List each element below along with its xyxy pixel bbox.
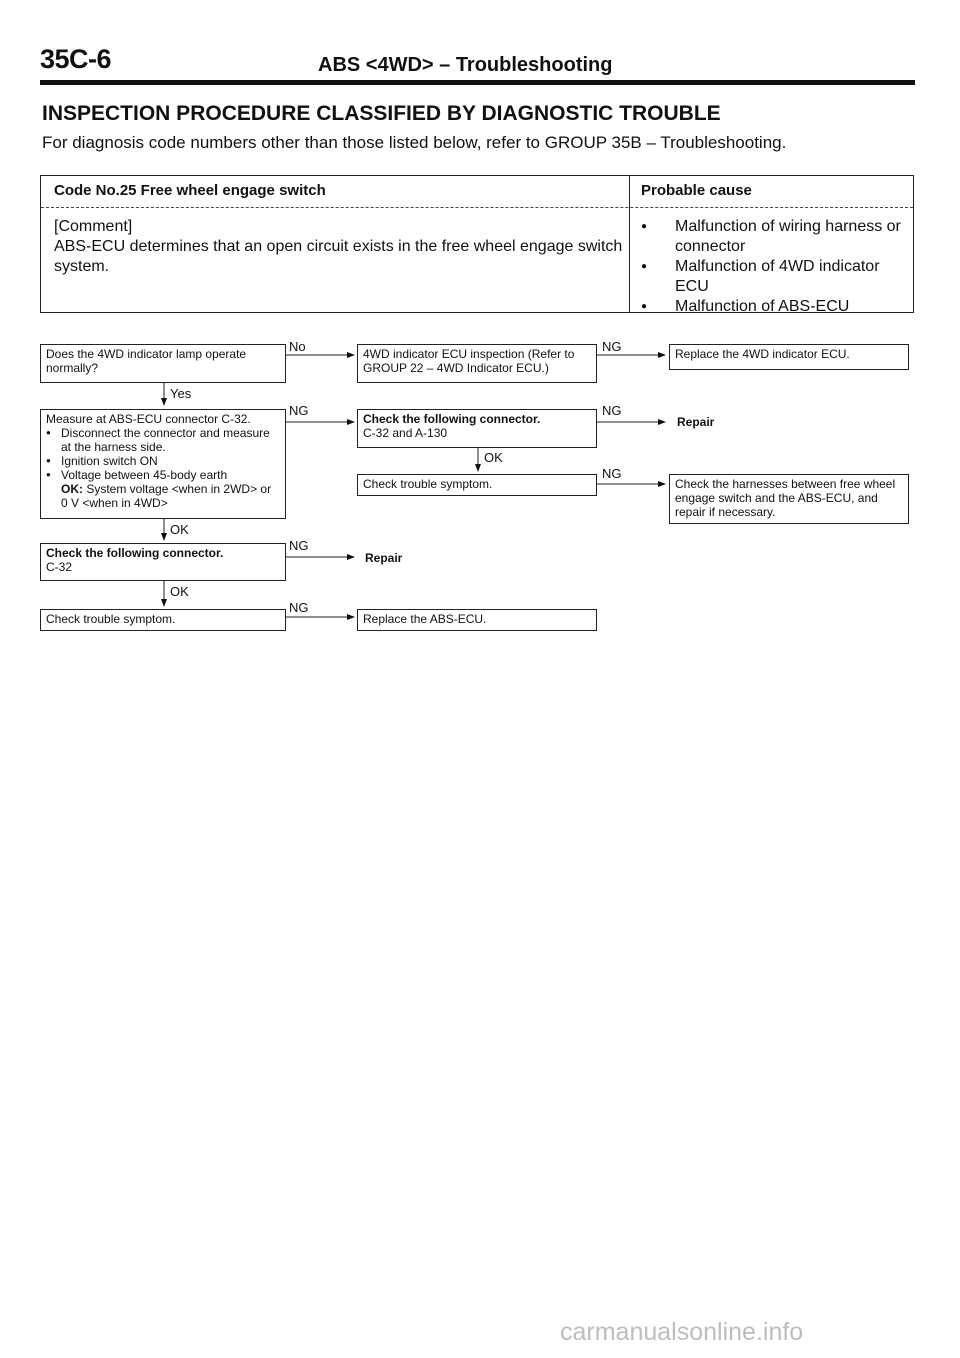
section-title: INSPECTION PROCEDURE CLASSIFIED BY DIAGNOSTIC TROUBLE	[42, 102, 721, 125]
page-header-title: ABS <4WD> – Troubleshooting	[318, 54, 613, 76]
conn-a-ng-label: NG	[602, 403, 622, 418]
section-intro: For diagnosis code numbers other than those listed below, refer to GROUP 35B – Troubleshooting.	[42, 133, 787, 152]
site-watermark: carmanualsonline.info	[560, 1318, 804, 1346]
replace-abs-ecu-box	[357, 609, 597, 631]
symptom-1-box	[357, 474, 597, 496]
q1-no-label: No	[289, 339, 306, 354]
repair-label-2: Repair	[365, 551, 403, 565]
symptom-2-box	[40, 609, 286, 631]
check-connector-a-box	[357, 409, 597, 448]
cause-item: ● Malfunction of wiring harness or connector	[641, 217, 909, 257]
probable-cause-header: Probable cause	[641, 182, 752, 199]
check-connector-b-detail: C-32	[46, 560, 73, 574]
comment-label: [Comment]	[54, 218, 133, 235]
measure-box	[40, 409, 286, 519]
check-harness-text: Check the harnesses between free wheel engage switch and the ABS-ECU, and repair if necessary.	[675, 477, 896, 519]
check-connector-a-title: Check the following connector.	[363, 412, 541, 426]
comment-text: ABS-ECU determines that an open circuit exists in the free wheel engage switch system.	[54, 238, 623, 275]
check-harness-box	[669, 474, 909, 524]
measure-ok-arrow-label: OK	[170, 522, 189, 537]
repair-label-1: Repair	[677, 415, 715, 429]
measure-item: ● Voltage between 45-body earth	[46, 468, 280, 482]
measure-title: Measure at ABS-ECU connector C-32.	[46, 412, 251, 426]
page-number: 35C-6	[40, 44, 112, 74]
ecu-inspection-text: 4WD indicator ECU inspection (Refer to GROUP 22 – 4WD Indicator ECU.)	[363, 347, 575, 375]
conn-a-ok-label: OK	[484, 450, 503, 465]
measure-ok-text: System voltage <when in 2WD> or 0 V <when in 4WD>	[61, 482, 272, 510]
replace-indicator-ecu-box	[669, 344, 909, 370]
check-connector-a-detail: C-32 and A-130	[363, 426, 448, 440]
q1-text: Does the 4WD indicator lamp operate normally?	[46, 347, 247, 375]
q1-yes-label: Yes	[170, 386, 192, 401]
measure-list	[46, 426, 280, 482]
symptom-2-text: Check trouble symptom.	[46, 612, 176, 626]
symptom-1-ng-label: NG	[602, 466, 622, 481]
measure-ok-label: OK:	[61, 482, 83, 496]
symptom-2-ng-label: NG	[289, 600, 309, 615]
conn-b-ng-label: NG	[289, 538, 309, 553]
ecu-inspection-box	[357, 344, 597, 383]
q1-box	[40, 344, 286, 383]
code-header: Code No.25 Free wheel engage switch	[54, 182, 326, 199]
ecu-ng-label: NG	[602, 339, 622, 354]
replace-indicator-ecu-text: Replace the 4WD indicator ECU.	[675, 347, 850, 361]
measure-item: ● Ignition switch ON	[46, 454, 280, 468]
check-connector-b-title: Check the following connector.	[46, 546, 224, 560]
measure-ng-label: NG	[289, 403, 309, 418]
measure-item: ● Disconnect the connector and measure at the harness side.	[46, 426, 280, 454]
cause-item: ● Malfunction of ABS-ECU	[641, 297, 909, 317]
measure-ok-line	[46, 482, 280, 510]
symptom-1-text: Check trouble symptom.	[363, 477, 493, 491]
replace-abs-ecu-text: Replace the ABS-ECU.	[363, 612, 487, 626]
check-connector-b-box	[40, 543, 286, 581]
conn-b-ok-label: OK	[170, 584, 189, 599]
cause-item: ● Malfunction of 4WD indicator ECU	[641, 257, 909, 297]
